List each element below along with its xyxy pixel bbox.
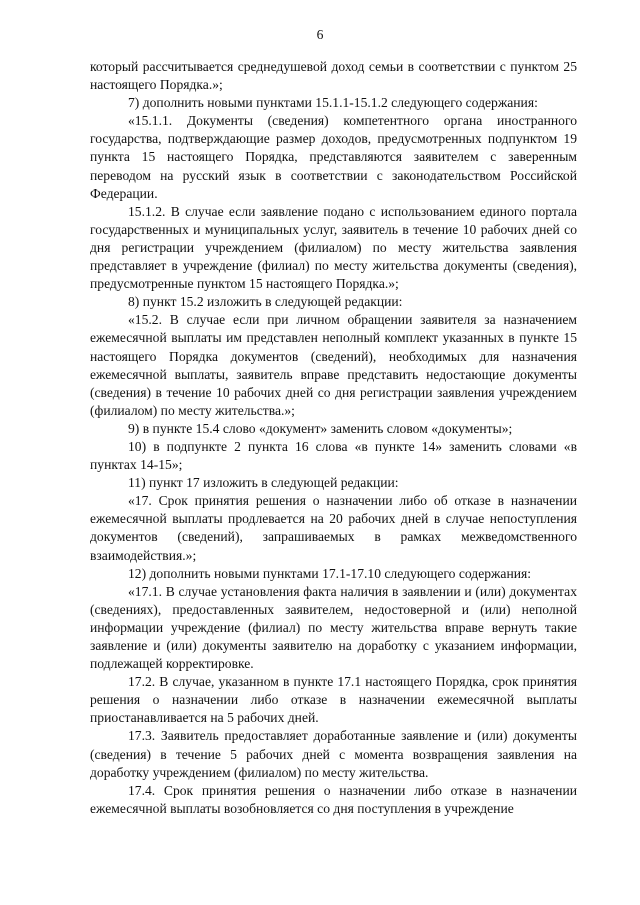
page-number: 6: [316, 27, 324, 42]
paragraph: 17.3. Заявитель предоставляет доработанные заявление и (или) документы (сведения) в течение 5 рабочих дней с момента возвращения заявления на доработку учреждением (филиалом) по месту жительства.: [90, 728, 577, 780]
paragraph: «15.1.1. Документы (сведения) компетентного органа иностранного государства, подтверждающие размер доходов, предусмотренных подпунктом 19 пункта 15 настоящего Порядка, представляются заявителем с заверенным переводом на русский язык в соответствии с законодательством Российской Федерации.: [90, 113, 577, 201]
paragraph: 11) пункт 17 изложить в следующей редакции:: [128, 475, 399, 491]
paragraph: 7) дополнить новыми пунктами 15.1.1-15.1.2 следующего содержания:: [128, 95, 538, 111]
paragraph: 15.1.2. В случае если заявление подано с использованием единого портала государственных и муниципальных услуг, заявитель в течение 10 рабочих дней со дня регистрации учреждением (филиалом) по месту жительства заявления представляет в учреждение (филиал) по месту жительства документы (сведения), предусмотренные пунктом 15 настоящего Порядка.»;: [90, 203, 577, 292]
paragraph: 9) в пункте 15.4 слово «документ» заменить словом «документы»;: [128, 420, 513, 436]
paragraph: 12) дополнить новыми пунктами 17.1-17.10 следующего содержания:: [128, 565, 532, 581]
paragraph: «17. Срок принятия решения о назначении либо об отказе в назначении ежемесячной выплаты продлевается на 20 рабочих дней в случае непоступления документов (сведений), запрашиваемых в рамках межведомственного взаимодействия.»;: [90, 493, 577, 563]
paragraph: «15.2. В случае если при личном обращении заявителя за назначением ежемесячной выплаты им представлен неполный комплект указанных в пункте 15 настоящего Порядка документов (сведений), необходимых для назначения ежемесячной выплаты, заявитель вправе представить недостающие документы (сведения) в течение 10 рабочих дней со дня регистрации заявления учреждением (филиалом) по месту жительства.»;: [90, 312, 577, 418]
paragraph: 17.2. В случае, указанном в пункте 17.1 настоящего Порядка, срок принятия решения о назначении либо отказе в назначении ежемесячной выплаты приостанавливается на 5 рабочих дней.: [90, 674, 577, 726]
paragraph: 17.4. Срок принятия решения о назначении либо отказе в назначении ежемесячной выплаты возобновляется со дня поступления в учреждение: [90, 782, 577, 816]
paragraph: «17.1. В случае установления факта наличия в заявлении и (или) документах (сведениях), предоставленных заявителем, недостоверной и (или) неполной информации учреждение (филиал) по месту жительства вправе вернуть такие заявление и (или) документы заявителю на доработку с указанием информации, подлежащей корректировке.: [90, 583, 577, 672]
paragraph: который рассчитывается среднедушевой доход семьи в соответствии с пунктом 25 настоящего Порядка.»;: [90, 59, 577, 93]
paragraph: 10) в подпункте 2 пункта 16 слова «в пункте 14» заменить словами «в пунктах 14-15»;: [90, 438, 577, 473]
document-body: [90, 58, 577, 818]
paragraph: 8) пункт 15.2 изложить в следующей редакции:: [128, 294, 403, 310]
